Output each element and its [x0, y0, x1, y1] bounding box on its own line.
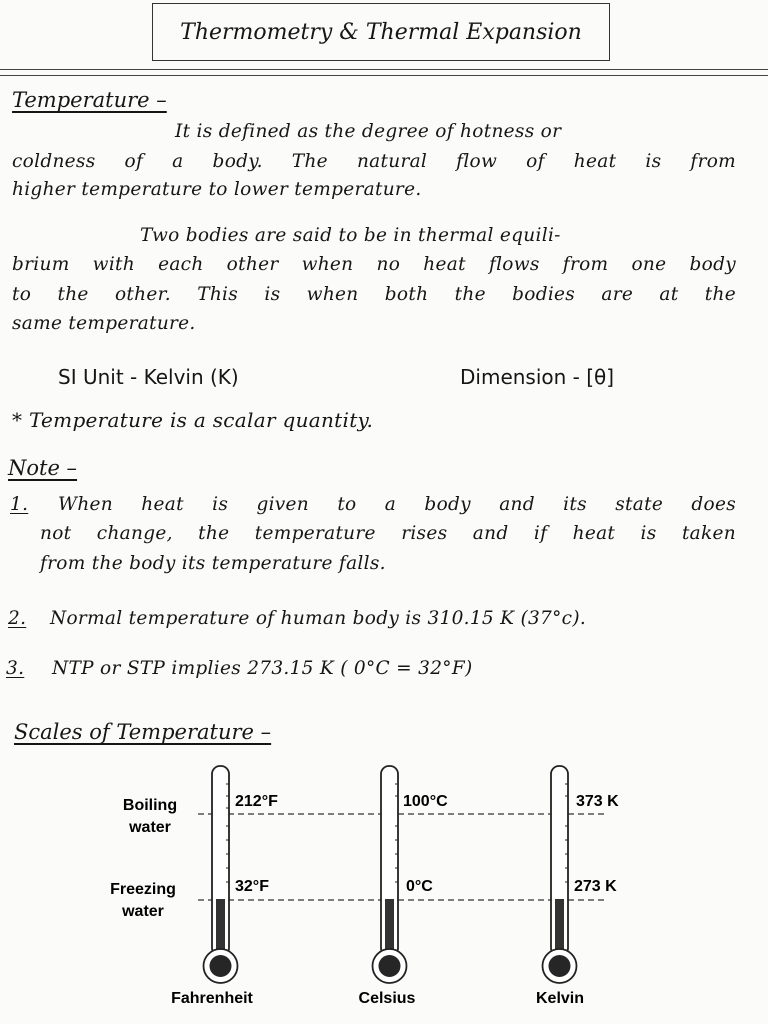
kelvin-label: Kelvin	[535, 990, 585, 1007]
divider	[0, 69, 768, 70]
scales-heading: Scales of Temperature –	[14, 720, 272, 744]
kelvin-freezing-value: 273 K	[574, 878, 617, 895]
title-text: Thermometry & Thermal Expansion	[180, 19, 582, 45]
divider	[0, 75, 768, 76]
scalar-note: * Temperature is a scalar quantity.	[12, 408, 374, 432]
si-unit: SI Unit - Kelvin (K)	[58, 365, 239, 389]
boiling-label-2: water	[129, 819, 171, 836]
fahrenheit-thermometer	[171, 766, 278, 1007]
note-number-3: 3.	[6, 658, 25, 679]
celsius-thermometer	[359, 766, 449, 1007]
para2-line-4: same temperature.	[12, 313, 196, 334]
temperature-heading: Temperature –	[12, 88, 167, 112]
para1-line-1: It is defined as the degree of hotness or	[175, 121, 562, 142]
para2-line-1: Two bodies are said to be in thermal equili-	[140, 225, 561, 246]
freezing-label-1: Freezing	[110, 881, 176, 898]
note-2-text: Normal temperature of human body is 310.15 K (37°c).	[50, 608, 587, 629]
celsius-label: Celsius	[358, 990, 416, 1007]
thermometer-diagram	[0, 744, 768, 1024]
kelvin-thermometer	[536, 766, 619, 1007]
note-heading: Note –	[8, 456, 78, 480]
para2-line-3: to the other. This is when both the bodies are at the	[12, 284, 736, 305]
note-number-1: 1.	[10, 494, 29, 515]
celsius-freezing-value: 0°C	[406, 878, 433, 895]
dimension: Dimension - [θ]	[460, 365, 615, 389]
note-3-text: NTP or STP implies 273.15 K ( 0°C = 32°F)	[52, 658, 473, 679]
para1-line-3: higher temperature to lower temperature.	[12, 179, 422, 200]
para1-line-2: coldness of a body. The natural flow of heat is from	[12, 151, 736, 172]
freezing-label-2: water	[122, 903, 164, 920]
fahrenheit-boiling-value: 212°F	[235, 793, 278, 810]
note-1-line-1: When heat is given to a body and its state does	[58, 494, 736, 515]
page-title	[152, 3, 610, 61]
celsius-boiling-value: 100°C	[403, 793, 448, 810]
fahrenheit-label: Fahrenheit	[171, 990, 253, 1007]
fahrenheit-freezing-value: 32°F	[235, 878, 269, 895]
para2-line-2: brium with each other when no heat flows from one body	[12, 254, 736, 275]
note-1-line-2: not change, the temperature rises and if heat is taken	[40, 523, 736, 544]
boiling-label-1: Boiling	[122, 797, 178, 814]
note-1-line-3: from the body its temperature falls.	[40, 553, 386, 574]
note-number-2: 2.	[8, 608, 27, 629]
kelvin-boiling-value: 373 K	[576, 793, 619, 810]
